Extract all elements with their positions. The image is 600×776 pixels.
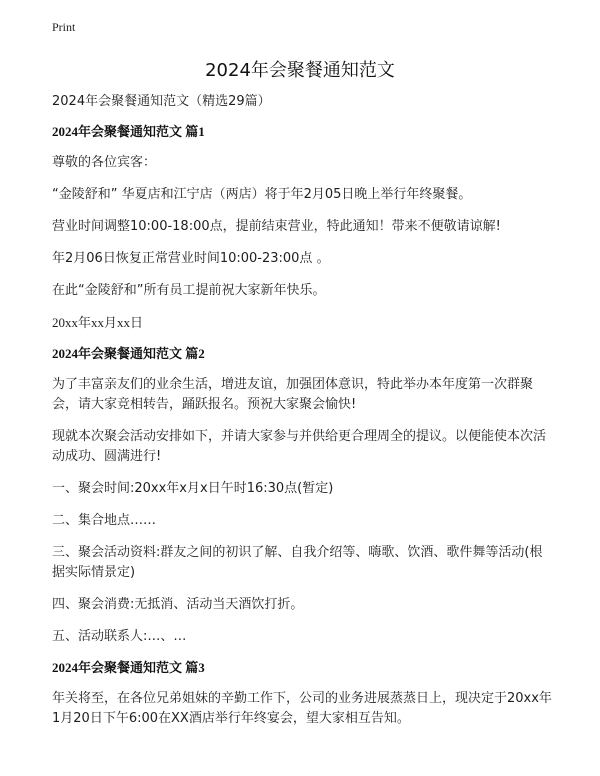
section-3 xyxy=(52,659,552,729)
section-2 xyxy=(52,345,552,647)
paragraph: “金陵舒和” 华夏店和江宁店（两店）将于年2月05日晚上举行年终聚餐。 xyxy=(52,187,472,202)
paragraph: 年关将至，在各位兄弟姐妹的辛勤工作下，公司的业务进展蒸蒸日上，现决定于20xx年1月20日下午6:00在XX酒店举行年终宴会，望大家相互告知。 xyxy=(52,691,552,726)
section-heading: 2024年会聚餐通知范文 篇1 xyxy=(52,124,205,139)
paragraph: 现就本次聚会活动安排如下，并请大家参与并供给更合理周全的提议。以便能使本次活动成功、圆满进行! xyxy=(52,429,547,464)
section-heading: 2024年会聚餐通知范文 篇2 xyxy=(52,346,205,361)
list-item: 三、聚会活动资料:群友之间的初识了解、自我介绍等、嗨歌、饮酒、歌件舞等活动(根据实际情景定) xyxy=(52,545,543,580)
list-item: 一、聚会时间:20xx年x月x日午时16:30点(暂定) xyxy=(52,481,334,496)
document-title: 2024年会聚餐通知范文 xyxy=(205,60,395,81)
list-item: 二、集合地点…… xyxy=(52,513,157,528)
document-subtitle: 2024年会聚餐通知范文（精选29篇） xyxy=(52,94,271,109)
section-1 xyxy=(52,123,552,333)
salutation: 尊敬的各位宾客： xyxy=(52,155,157,170)
print-label[interactable]: Print xyxy=(52,20,76,34)
list-item: 四、聚会消费:无抵消、活动当天酒饮打折。 xyxy=(52,597,304,612)
paragraph: 年2月06日恢复正常营业时间10:00-23:00点 。 xyxy=(52,251,330,266)
paragraph: 在此“金陵舒和”所有员工提前祝大家新年快乐。 xyxy=(52,283,326,298)
section-heading: 2024年会聚餐通知范文 篇3 xyxy=(52,660,205,675)
paragraph: 营业时间调整10:00-18:00点，提前结束营业，特此通知！带来不便敬请谅解! xyxy=(52,219,501,234)
paragraph: 为了丰富亲友们的业余生活，增进友谊，加强团体意识，特此举办本年度第一次群聚会，请大家竞相转告，踊跃报名。预祝大家聚会愉快! xyxy=(52,377,534,412)
document-body xyxy=(52,92,552,741)
list-item: 五、活动联系人:…、… xyxy=(52,629,187,644)
date-line: 20xx年xx月xx日 xyxy=(52,315,144,330)
